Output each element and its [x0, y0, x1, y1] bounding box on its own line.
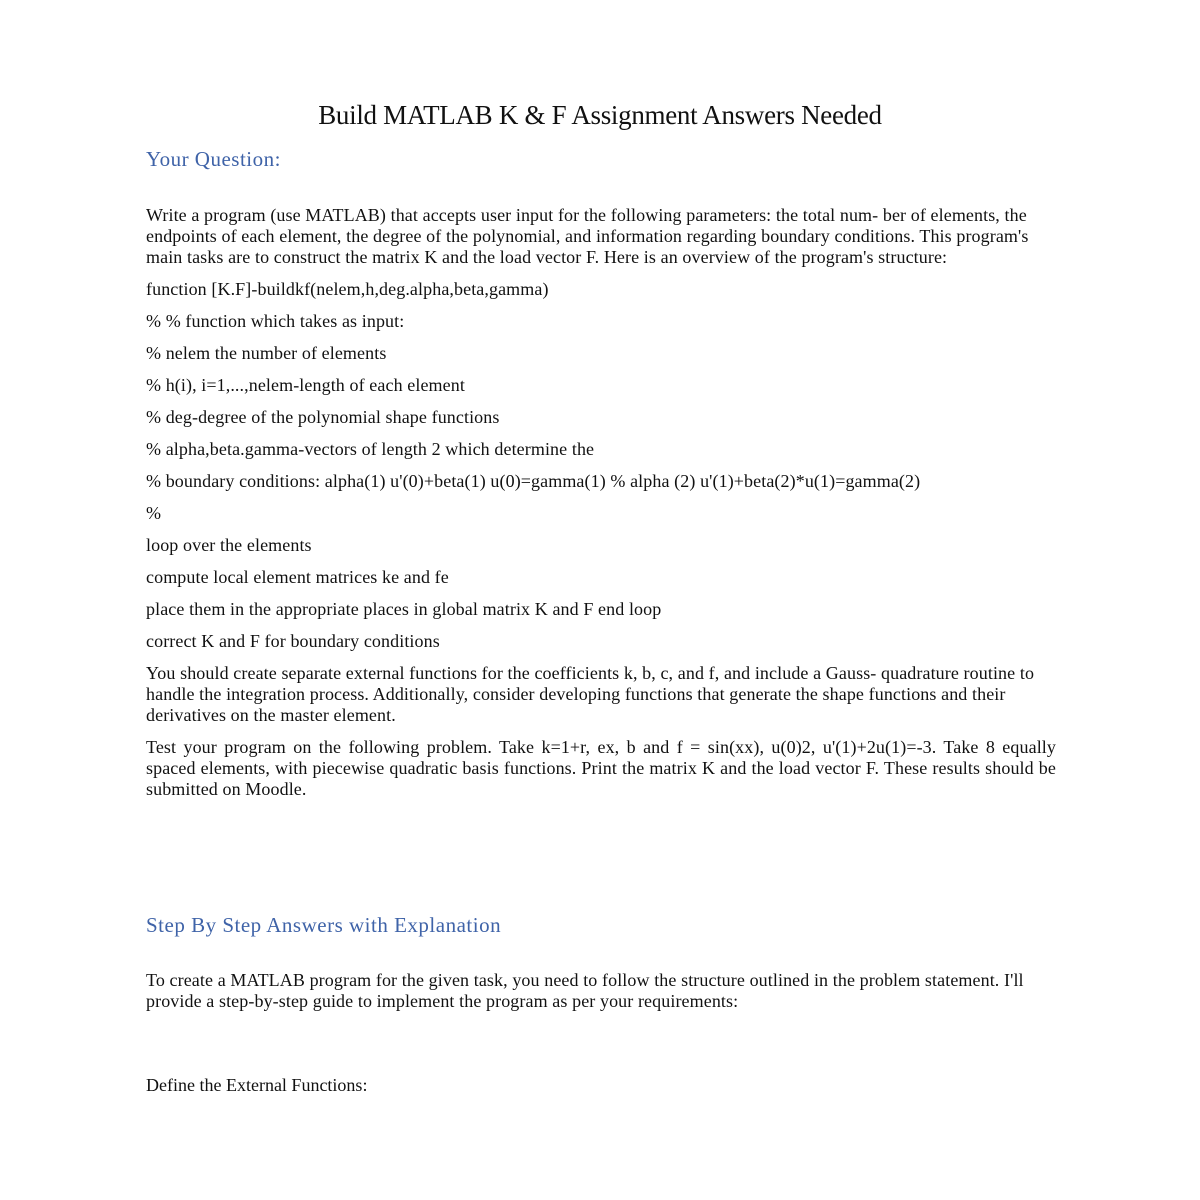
question-paragraph: Test your program on the following problem. Take k=1+r, ex, b and f = sin(xx), u(0)2, u'(1)+2u(1)=-3. Take 8 equally spaced elements, with piecewise quadratic basis functions. Print the matrix K and the load vector F. These results should be submitted on Moodle. — [146, 737, 1056, 799]
question-heading: Your Question: — [146, 147, 281, 171]
code-line: % nelem the number of elements — [146, 343, 387, 363]
code-line: % h(i), i=1,...,nelem-length of each element — [146, 375, 465, 395]
code-line: loop over the elements — [146, 535, 312, 555]
code-line: % deg-degree of the polynomial shape functions — [146, 407, 500, 427]
code-line: % — [146, 503, 162, 523]
page-title: Build MATLAB K & F Assignment Answers Needed — [318, 100, 882, 130]
answer-body — [146, 970, 1056, 1023]
code-line: % % function which takes as input: — [146, 311, 405, 331]
code-line: correct K and F for boundary conditions — [146, 631, 440, 651]
code-line: % boundary conditions: alpha(1) u'(0)+beta(1) u(0)=gamma(1) % alpha (2) u'(1)+beta(2)*u(1)=gamma(2) — [146, 471, 921, 491]
code-line: compute local element matrices ke and fe — [146, 567, 449, 587]
code-line: place them in the appropriate places in global matrix K and F end loop — [146, 599, 662, 619]
answer-intro: To create a MATLAB program for the given task, you need to follow the structure outlined in the problem statement. I'll provide a step-by-step guide to implement the program as per your requirements: — [146, 970, 1024, 1011]
question-paragraph: Write a program (use MATLAB) that accepts user input for the following parameters: the total num- ber of elements, the endpoints of each element, the degree of the polynomial, and information regarding boundary conditions. This program's main tasks are to construct the matrix K and the load vector F. Here is an overview of the program's structure: — [146, 205, 1029, 267]
question-body — [146, 205, 1056, 811]
answer-heading: Step By Step Answers with Explanation — [146, 913, 502, 937]
question-paragraph: You should create separate external functions for the coefficients k, b, c, and f, and include a Gauss- quadrature routine to handle the integration process. Additionally, consider developing functions that generate the shape functions and their derivatives on the master element. — [146, 663, 1035, 725]
code-line: % alpha,beta.gamma-vectors of length 2 which determine the — [146, 439, 595, 459]
code-line: function [K.F]-buildkf(nelem,h,deg.alpha,beta,gamma) — [146, 279, 549, 299]
answer-step-heading: Define the External Functions: — [146, 1075, 368, 1095]
